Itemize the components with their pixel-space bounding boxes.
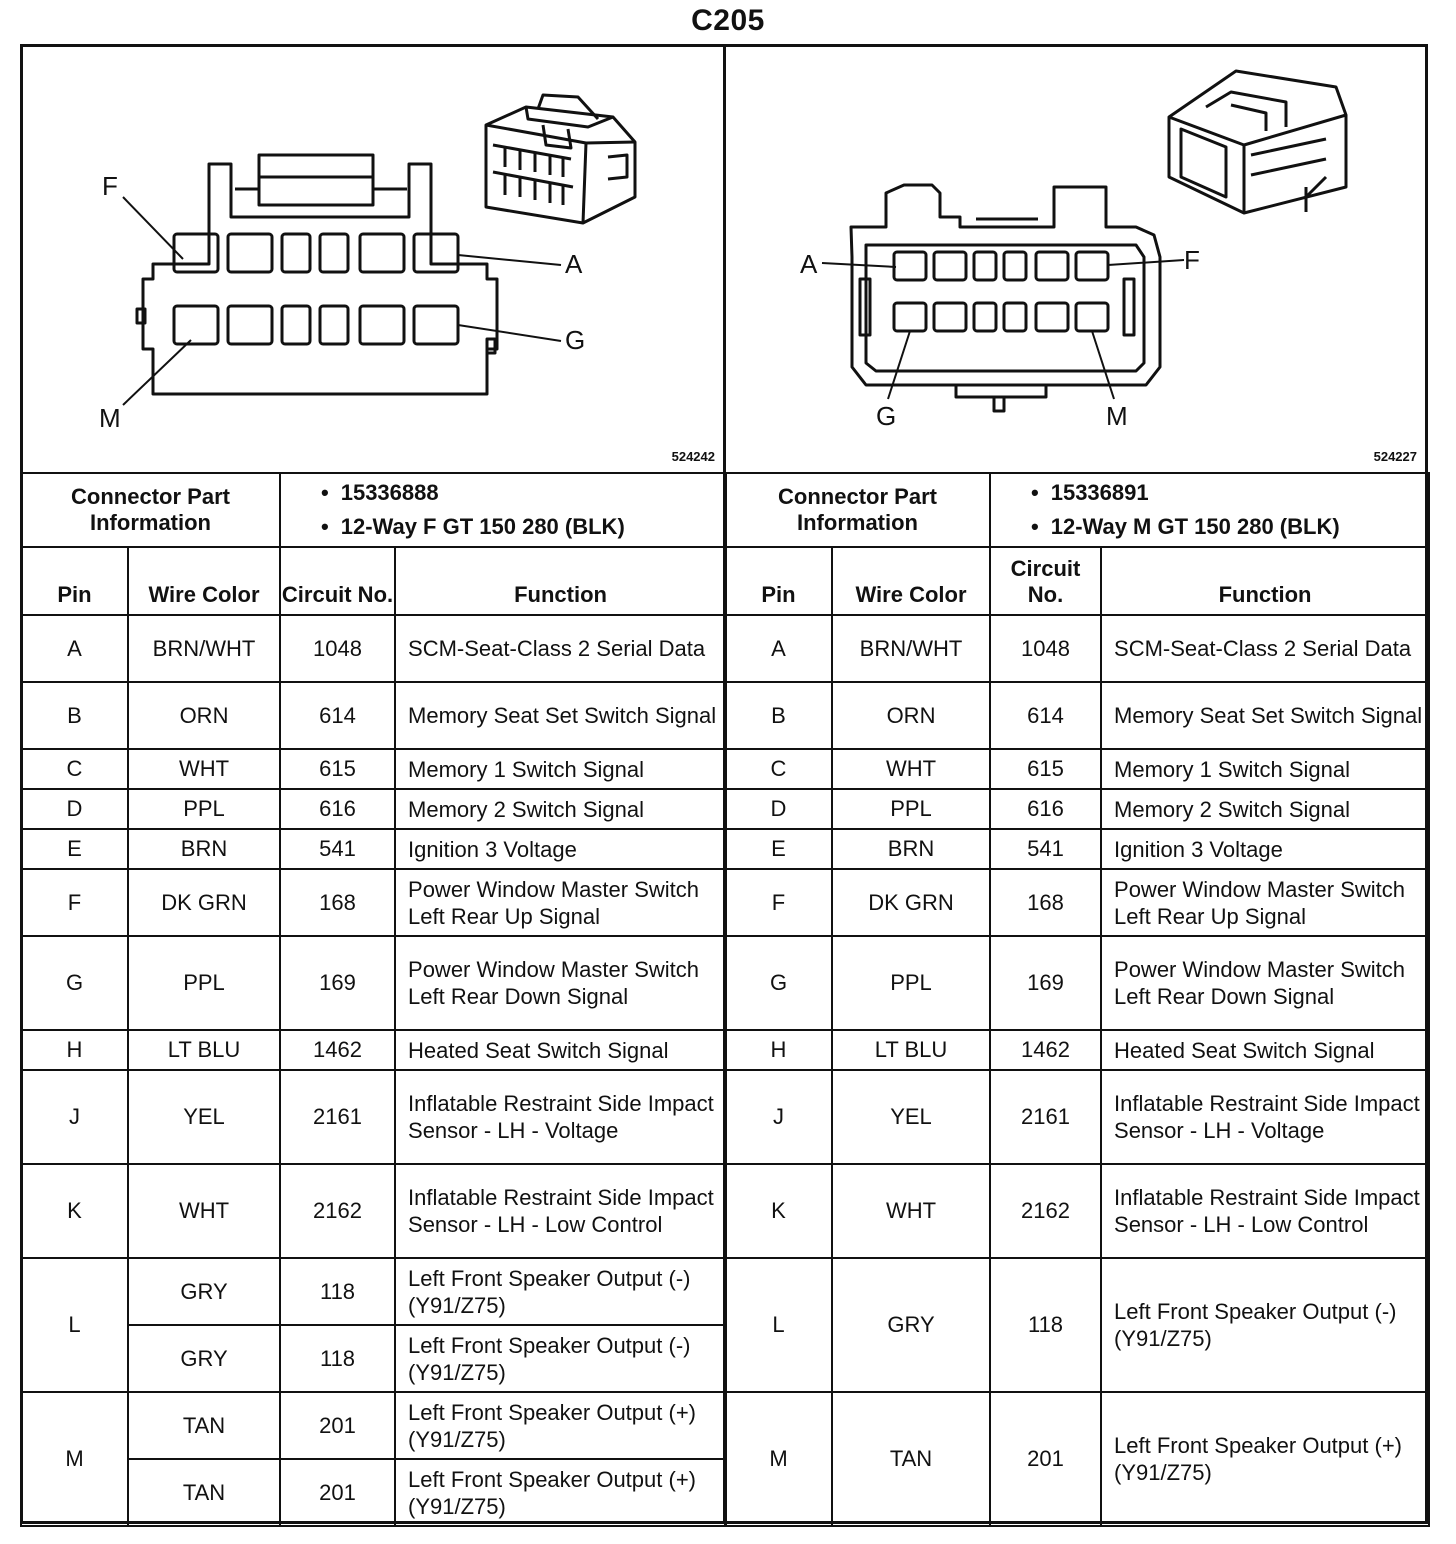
pin-cell: E	[725, 829, 832, 869]
pin-cell: C	[21, 749, 128, 789]
pin-cell: K	[725, 1164, 832, 1258]
function-cell: Left Front Speaker Output (-) (Y91/Z75)	[1101, 1258, 1429, 1392]
wire-color-cell: BRN/WHT	[128, 615, 280, 682]
wire-color-cell: YEL	[128, 1070, 280, 1164]
circuit-cell: 201	[990, 1392, 1101, 1526]
wire-color-cell: DK GRN	[832, 869, 990, 936]
part-number: • 15336888	[321, 476, 725, 510]
table-row	[725, 1164, 1429, 1258]
connector-description: • 12-Way F GT 150 280 (BLK)	[321, 510, 725, 544]
figure-id: 524227	[1373, 449, 1417, 464]
pin-cell: B	[725, 682, 832, 749]
table-row	[21, 1030, 726, 1070]
function-cell: Left Front Speaker Output (+) (Y91/Z75)	[395, 1392, 726, 1459]
wire-color-cell: BRN	[832, 829, 990, 869]
table-row	[725, 1258, 1429, 1392]
function-cell: Memory 1 Switch Signal	[1101, 749, 1429, 789]
left-connector-diagram	[23, 47, 723, 472]
connector-face-icon	[851, 185, 1160, 411]
pin-cell: A	[725, 615, 832, 682]
pin-cell: F	[725, 869, 832, 936]
wire-color-cell: ORN	[128, 682, 280, 749]
circuit-cell: 2162	[990, 1164, 1101, 1258]
table-row	[21, 615, 726, 682]
wire-color-cell: GRY	[128, 1325, 280, 1392]
connector-info-values	[990, 473, 1429, 547]
wire-color-cell: TAN	[128, 1459, 280, 1526]
circuit-cell: 2161	[990, 1070, 1101, 1164]
table-row	[21, 1070, 726, 1164]
header-row	[725, 547, 1429, 615]
pin-cell: L	[21, 1258, 128, 1392]
table-row	[21, 682, 726, 749]
wire-color-cell: WHT	[128, 1164, 280, 1258]
pin-cell: K	[21, 1164, 128, 1258]
circuit-cell: 1048	[280, 615, 395, 682]
pin-cell: F	[21, 869, 128, 936]
circuit-cell: 615	[280, 749, 395, 789]
pin-cell: G	[725, 936, 832, 1030]
pin-cell: E	[21, 829, 128, 869]
circuit-cell: 541	[990, 829, 1101, 869]
pin-cell: J	[725, 1070, 832, 1164]
connector-face-icon	[137, 155, 497, 394]
table-row	[725, 615, 1429, 682]
wire-color-cell: WHT	[128, 749, 280, 789]
pin-label-a: A	[565, 249, 583, 279]
header-function: Function	[395, 547, 726, 615]
function-cell: Memory 2 Switch Signal	[395, 789, 726, 829]
wire-color-cell: PPL	[128, 789, 280, 829]
connector-info-row	[725, 473, 1429, 547]
wire-color-cell: ORN	[832, 682, 990, 749]
pin-cell: D	[725, 789, 832, 829]
circuit-cell: 2162	[280, 1164, 395, 1258]
wire-color-cell: GRY	[832, 1258, 990, 1392]
function-cell: Left Front Speaker Output (+) (Y91/Z75)	[395, 1459, 726, 1526]
pin-label-g: G	[565, 325, 586, 355]
pin-cell: J	[21, 1070, 128, 1164]
function-cell: Ignition 3 Voltage	[1101, 829, 1429, 869]
connector-info-values	[280, 473, 726, 547]
pin-cell: M	[725, 1392, 832, 1526]
pin-cell: B	[21, 682, 128, 749]
connector-iso-view-icon	[486, 95, 635, 223]
function-cell: Heated Seat Switch Signal	[395, 1030, 726, 1070]
table-row	[21, 829, 726, 869]
function-cell: Power Window Master Switch Left Rear Up Signal	[395, 869, 726, 936]
circuit-cell: 118	[280, 1258, 395, 1325]
header-circuit-no: Circuit No.	[280, 547, 395, 615]
table-row	[725, 1392, 1429, 1526]
circuit-cell: 169	[280, 936, 395, 1030]
function-cell: Memory 1 Switch Signal	[395, 749, 726, 789]
left-pinout-table	[20, 472, 727, 1527]
wire-color-cell: DK GRN	[128, 869, 280, 936]
wire-color-cell: BRN/WHT	[832, 615, 990, 682]
pin-label-m: M	[99, 403, 121, 433]
function-cell: Inflatable Restraint Side Impact Sensor - LH - Voltage	[395, 1070, 726, 1164]
table-row	[21, 789, 726, 829]
circuit-cell: 1462	[280, 1030, 395, 1070]
function-cell: Memory Seat Set Switch Signal	[395, 682, 726, 749]
function-cell: Power Window Master Switch Left Rear Down Signal	[1101, 936, 1429, 1030]
female-connector-face-drawing	[23, 47, 723, 472]
circuit-cell: 616	[990, 789, 1101, 829]
connector-info-label: Connector Part Information	[21, 473, 280, 547]
page-title: C205	[691, 4, 765, 37]
function-cell: Left Front Speaker Output (+) (Y91/Z75)	[1101, 1392, 1429, 1526]
pin-label-g: G	[876, 401, 897, 431]
header-wire-color: Wire Color	[832, 547, 990, 615]
pin-cell: C	[725, 749, 832, 789]
wire-color-cell: GRY	[128, 1258, 280, 1325]
right-pinout-table	[724, 472, 1430, 1527]
connector-description: • 12-Way M GT 150 280 (BLK)	[1031, 510, 1428, 544]
pin-label-m: M	[1106, 401, 1128, 431]
circuit-cell: 168	[990, 869, 1101, 936]
circuit-cell: 168	[280, 869, 395, 936]
wire-color-cell: LT BLU	[128, 1030, 280, 1070]
wire-color-cell: BRN	[128, 829, 280, 869]
pin-cell: M	[21, 1392, 128, 1526]
function-cell: Heated Seat Switch Signal	[1101, 1030, 1429, 1070]
header-pin: Pin	[725, 547, 832, 615]
table-row	[725, 789, 1429, 829]
wire-color-cell: YEL	[832, 1070, 990, 1164]
connector-info-row	[21, 473, 726, 547]
header-pin: Pin	[21, 547, 128, 615]
function-cell: Ignition 3 Voltage	[395, 829, 726, 869]
function-cell: Inflatable Restraint Side Impact Sensor - LH - Low Control	[395, 1164, 726, 1258]
right-connector-diagram	[726, 47, 1425, 472]
circuit-cell: 1048	[990, 615, 1101, 682]
wire-color-cell: WHT	[832, 1164, 990, 1258]
connector-info-label: Connector Part Information	[725, 473, 990, 547]
wire-color-cell: WHT	[832, 749, 990, 789]
table-row	[21, 869, 726, 936]
connector-iso-view-icon	[1169, 71, 1346, 213]
table-row	[21, 749, 726, 789]
circuit-cell: 118	[990, 1258, 1101, 1392]
function-cell: SCM-Seat-Class 2 Serial Data	[395, 615, 726, 682]
header-circuit-no: Circuit No.	[990, 547, 1101, 615]
wire-color-cell: PPL	[832, 936, 990, 1030]
pin-cell: G	[21, 936, 128, 1030]
function-cell: Memory Seat Set Switch Signal	[1101, 682, 1429, 749]
pin-cell: H	[725, 1030, 832, 1070]
circuit-cell: 201	[280, 1392, 395, 1459]
circuit-cell: 615	[990, 749, 1101, 789]
pin-cell: A	[21, 615, 128, 682]
table-row	[725, 1070, 1429, 1164]
pin-label-f: F	[102, 171, 118, 201]
male-connector-face-drawing	[726, 47, 1425, 472]
header-row	[21, 547, 726, 615]
function-cell: Left Front Speaker Output (-) (Y91/Z75)	[395, 1258, 726, 1325]
figure-id: 524242	[671, 449, 715, 464]
part-number: • 15336891	[1031, 476, 1428, 510]
table-row	[21, 1164, 726, 1258]
function-cell: Inflatable Restraint Side Impact Sensor - LH - Voltage	[1101, 1070, 1429, 1164]
table-row	[725, 936, 1429, 1030]
function-cell: Power Window Master Switch Left Rear Up Signal	[1101, 869, 1429, 936]
wire-color-cell: TAN	[128, 1392, 280, 1459]
table-row	[725, 682, 1429, 749]
circuit-cell: 201	[280, 1459, 395, 1526]
table-row	[21, 1258, 726, 1325]
table-row	[725, 749, 1429, 789]
table-row	[725, 1030, 1429, 1070]
circuit-cell: 2161	[280, 1070, 395, 1164]
function-cell: Power Window Master Switch Left Rear Down Signal	[395, 936, 726, 1030]
table-row	[21, 936, 726, 1030]
circuit-cell: 169	[990, 936, 1101, 1030]
wire-color-cell: LT BLU	[832, 1030, 990, 1070]
circuit-cell: 1462	[990, 1030, 1101, 1070]
circuit-cell: 614	[990, 682, 1101, 749]
function-cell: SCM-Seat-Class 2 Serial Data	[1101, 615, 1429, 682]
header-function: Function	[1101, 547, 1429, 615]
table-row	[21, 1392, 726, 1459]
circuit-cell: 118	[280, 1325, 395, 1392]
table-row	[725, 829, 1429, 869]
function-cell: Left Front Speaker Output (-) (Y91/Z75)	[395, 1325, 726, 1392]
pin-cell: D	[21, 789, 128, 829]
circuit-cell: 616	[280, 789, 395, 829]
pin-cell: L	[725, 1258, 832, 1392]
function-cell: Inflatable Restraint Side Impact Sensor - LH - Low Control	[1101, 1164, 1429, 1258]
wire-color-cell: PPL	[128, 936, 280, 1030]
pin-label-a: A	[800, 249, 818, 279]
function-cell: Memory 2 Switch Signal	[1101, 789, 1429, 829]
header-wire-color: Wire Color	[128, 547, 280, 615]
circuit-cell: 541	[280, 829, 395, 869]
circuit-cell: 614	[280, 682, 395, 749]
wire-color-cell: PPL	[832, 789, 990, 829]
wire-color-cell: TAN	[832, 1392, 990, 1526]
pin-label-f: F	[1184, 245, 1200, 275]
pin-cell: H	[21, 1030, 128, 1070]
table-row	[725, 869, 1429, 936]
